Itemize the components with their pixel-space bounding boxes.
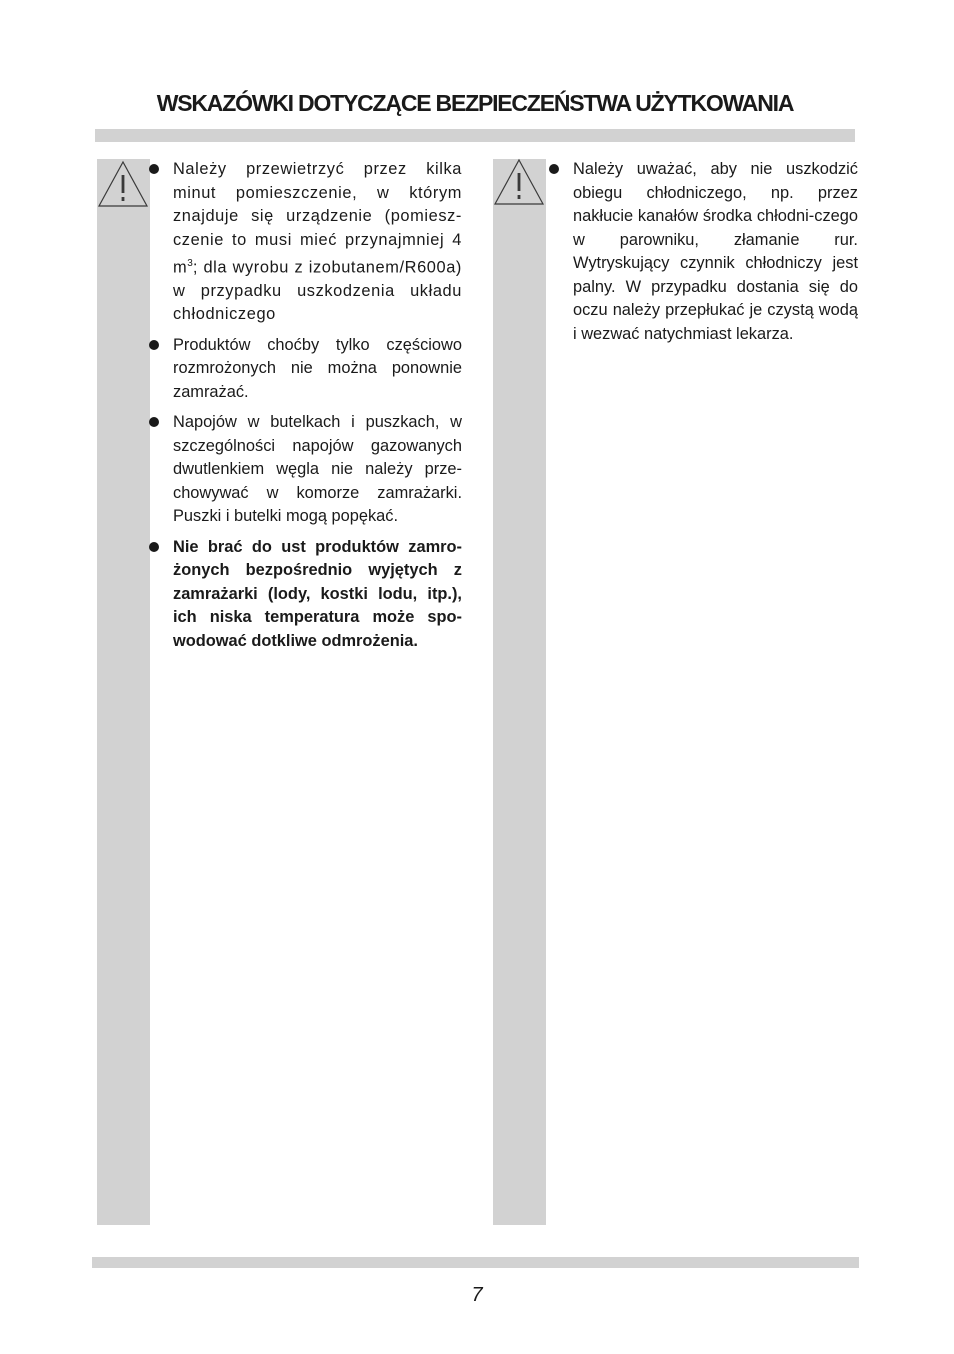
left-side-band — [97, 159, 150, 1225]
page-number: 7 — [471, 1284, 483, 1306]
list-item — [546, 158, 858, 346]
warning-triangle-icon — [97, 159, 149, 209]
bullet-icon — [149, 542, 159, 552]
superscript-three: 3 — [187, 258, 193, 269]
bullet-icon — [149, 340, 159, 350]
item-text: Napojów w butelkach i puszkach, w szczególności napojów gazowanych dwutlenkiem węgla nie należy prze-chowywać w komorze zamrażarki. Puszki i butelki mogą popękać. — [173, 413, 462, 526]
list-item — [146, 536, 462, 654]
warning-triangle-icon — [493, 157, 545, 207]
page-title: WSKAZÓWKI DOTYCZĄCE BEZPIECZEŃSTWA UŻYTKOWANIA — [156, 90, 794, 116]
right-safety-list — [546, 158, 858, 353]
list-item — [146, 158, 462, 327]
bullet-icon — [549, 164, 559, 174]
item-text: Należy przewietrzyć przez kilka minut pomieszczenie, w którym znajduje się urządzenie (pomiesz-czenie to musi mieć przynajmniej 4 m — [173, 160, 462, 277]
list-item — [146, 334, 462, 405]
footer-divider — [92, 1257, 859, 1268]
title-divider — [95, 129, 855, 142]
item-text-bold: Nie brać do ust produktów zamro-żonych bezpośrednio wyjętych z zamrażarki (lody, kostki lodu, itp.), ich niska temperatura może spo-wodować dotkliwe odmrożenia. — [173, 537, 462, 650]
item-text: Produktów choćby tylko częściowo rozmrożonych nie można ponownie zamrażać. — [173, 335, 462, 401]
bullet-icon — [149, 417, 159, 427]
left-safety-list — [146, 158, 462, 660]
bullet-icon — [149, 164, 159, 174]
item-text: Należy uważać, aby nie uszkodzić obiegu chłodniczego, np. przez nakłucie kanałów środka chłodni-czego w parowniku, złamanie rur. Wytryskujący czynnik chłodniczy jest palny. W przypadku dostania się do oczu należy przepłukać je czystą wodą i wezwać natychmiast lekarza. — [573, 160, 858, 343]
list-item — [146, 411, 462, 529]
right-side-band — [493, 159, 546, 1225]
item-text-continued: ; dla wyrobu z izobutanem/R600a) w przypadku uszkodzenia układu chłodniczego — [173, 258, 462, 324]
